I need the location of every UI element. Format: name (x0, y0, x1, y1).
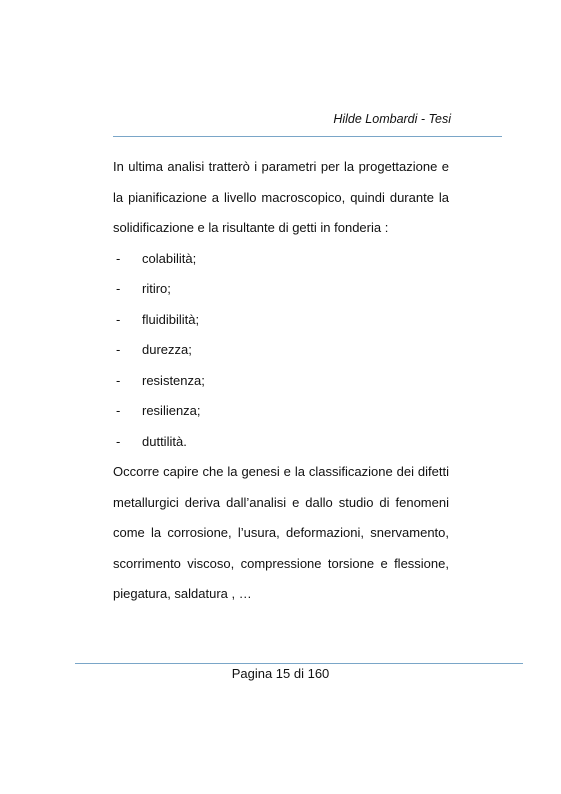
list-item (113, 396, 449, 427)
list-bullet: - (116, 433, 121, 449)
paragraph-line: solidificazione e la risultante di getti in fonderia : (113, 220, 389, 235)
paragraph-line: In ultima analisi tratterò i parametri per la progettazione e (113, 159, 449, 174)
list-bullet: - (116, 403, 121, 418)
list-item (113, 366, 449, 397)
running-header: Hilde Lombardi - Tesi (333, 112, 451, 126)
list-item-text: colabilità; (142, 250, 197, 266)
list-bullet: - (116, 250, 121, 266)
page-number: Pagina 15 di 160 (231, 666, 330, 681)
list-item (113, 427, 449, 458)
paragraph-line: come la corrosione, l’usura, deformazioni, snervamento, (113, 525, 449, 540)
paragraph-line: metallurgici deriva dall’analisi e dallo studio di fenomeni (113, 494, 449, 510)
paragraph-line: scorrimento viscoso, compressione torsione e flessione, (113, 555, 449, 571)
list-bullet: - (116, 281, 121, 296)
list-bullet: - (116, 342, 121, 357)
list-item (113, 274, 449, 305)
intro-paragraph (113, 152, 449, 244)
list-bullet: - (116, 372, 121, 388)
list-bullet: - (116, 311, 121, 327)
footer-rule (75, 663, 523, 664)
list-item-text: resilienza; (142, 403, 201, 418)
list-item (113, 305, 449, 336)
conclusion-paragraph (113, 457, 449, 610)
list-item-text: fluidibilità; (142, 311, 200, 327)
header-rule (113, 136, 502, 137)
paragraph-line: Occorre capire che la genesi e la classificazione dei difetti (113, 464, 449, 479)
page-body (113, 152, 449, 610)
list-item (113, 335, 449, 366)
list-item-text: ritiro; (142, 281, 171, 296)
paragraph-line: la pianificazione a livello macroscopico, quindi durante la (113, 189, 449, 205)
list-item-text: durezza; (142, 342, 192, 357)
paragraph-line: piegatura, saldatura , … (113, 586, 252, 601)
property-list (113, 244, 449, 458)
list-item (113, 244, 449, 275)
list-item-text: duttilità. (142, 433, 187, 449)
list-item-text: resistenza; (142, 372, 205, 388)
